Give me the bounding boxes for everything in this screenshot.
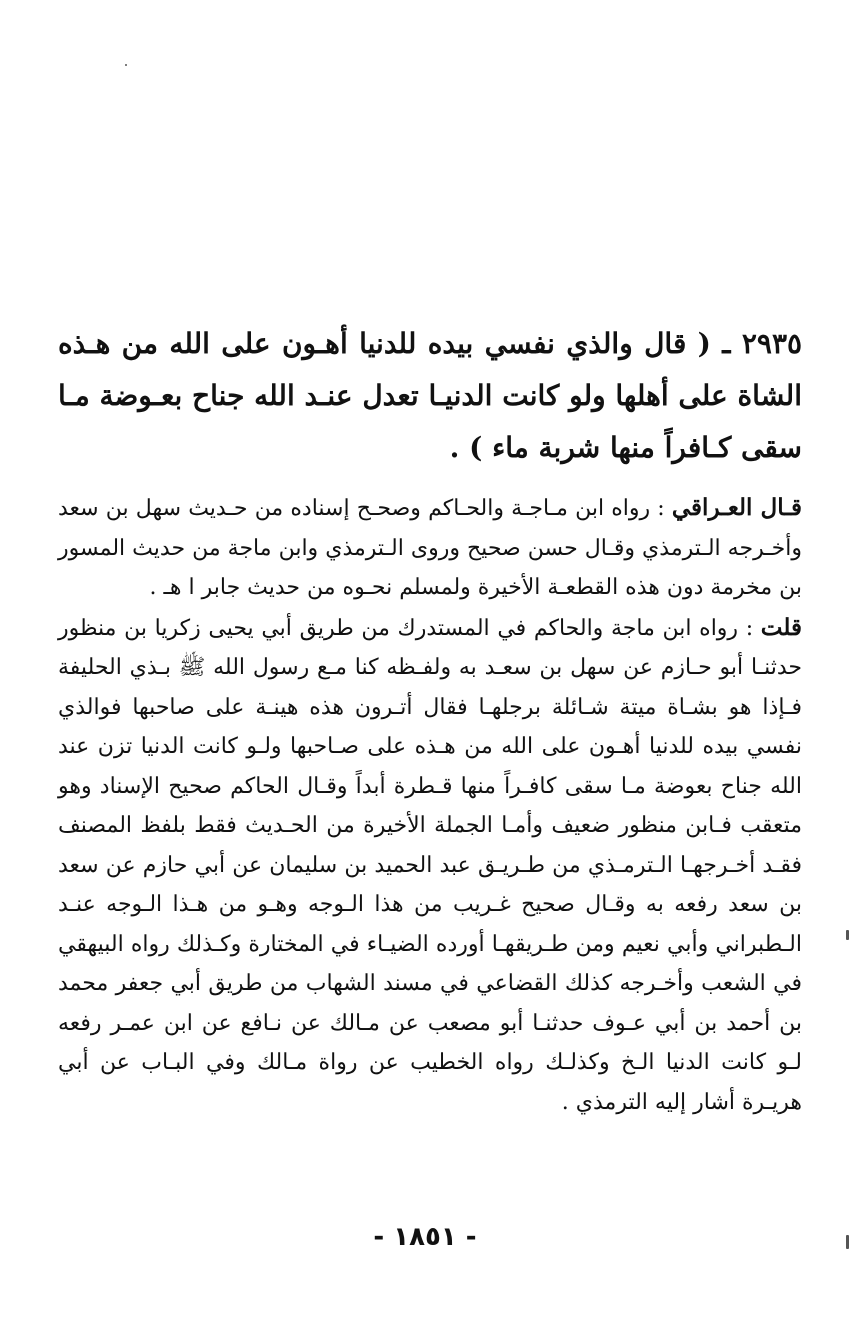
hadith-number: ٢٩٣٥ bbox=[741, 327, 803, 360]
page-number: - ١٨٥١ - bbox=[373, 1222, 477, 1252]
scan-speck bbox=[846, 930, 849, 940]
qultu-label: قلت bbox=[760, 613, 802, 641]
hadith-separator: ـ bbox=[722, 327, 731, 360]
page-body bbox=[58, 318, 802, 1122]
hadith-text: ( قال والذي نفسي بيده للدنيا أهـون على الله من هـذه الشاة على أهلها ولو كانت الدنيـا تعدل عنـد الله جناح بعـوضة مـا سقى كـافراً منها شربة ماء ) . bbox=[58, 327, 802, 464]
scan-speck bbox=[125, 64, 127, 66]
qultu-commentary bbox=[58, 608, 802, 1123]
iraqi-label: قـال العـراقي bbox=[671, 494, 803, 521]
qultu-text: : رواه ابن ماجة والحاكم في المستدرك من طريق أبي يحيى زكريا بن منظور حدثنـا أبو حـازم عن سهل بن سعـد به ولفـظه كنا مـع رسول الله ﷺ بـذي الحليفة فـإذا هو بشـاة ميتة شـائلة برجلهـا فقال أتـرون هذه هينـة على صاحبها فوالذي نفسي بيده للدنيا أهـون على الله من هـذه على صـاحبها ولـو كانت الدنيا تزن عند الله جناح بعوضة مـا سقى كافـراً منها قـطرة أبداً وقـال الحاكم صحيح الإسناد وهو متعقب فـابن منظور ضعيف وأمـا الجملة الأخيرة من الحـديث فقط بلفظ المصنف فقـد أخـرجهـا الـترمـذي من طـريـق عبد الحميد بن سليمان عن أبي حازم عن سعد بن سعد رفعه به وقـال صحيح غـريب من هذا الـوجه وهـو من هـذا الـوجه عنـد الـطبراني وأبي نعيم ومن طـريقهـا أورده الضيـاء في المختارة وكـذلك رواه البيهقي في الشعب وأخـرجه كذلك القضاعي في مسند الشهاب من طريق أبي جعفر محمد بن أحمد بن أبي عـوف حدثنـا أبو مصعب عن مـالك عن نـافع عن ابن عمـر رفعه لـو كانت الدنيا الـخ وكذلـك رواه الخطيب عن رواة مـالك وفي البـاب عن أبي هريـرة أشار إليه الترمذي . bbox=[58, 615, 803, 1115]
hadith-block bbox=[58, 318, 802, 474]
iraqi-commentary bbox=[58, 488, 802, 608]
iraqi-text: : رواه ابن مـاجـة والحـاكم وصحـح إسناده من حـديث سهل بن سعد وأخـرجه الـترمذي وقـال حسن صحيح وروى الـترمذي وابن ماجة من حديث المسور بن مخرمة دون هذه القطعـة الأخيرة ولمسلم نحـوه من حديث جابر ا هـ . bbox=[58, 496, 802, 600]
